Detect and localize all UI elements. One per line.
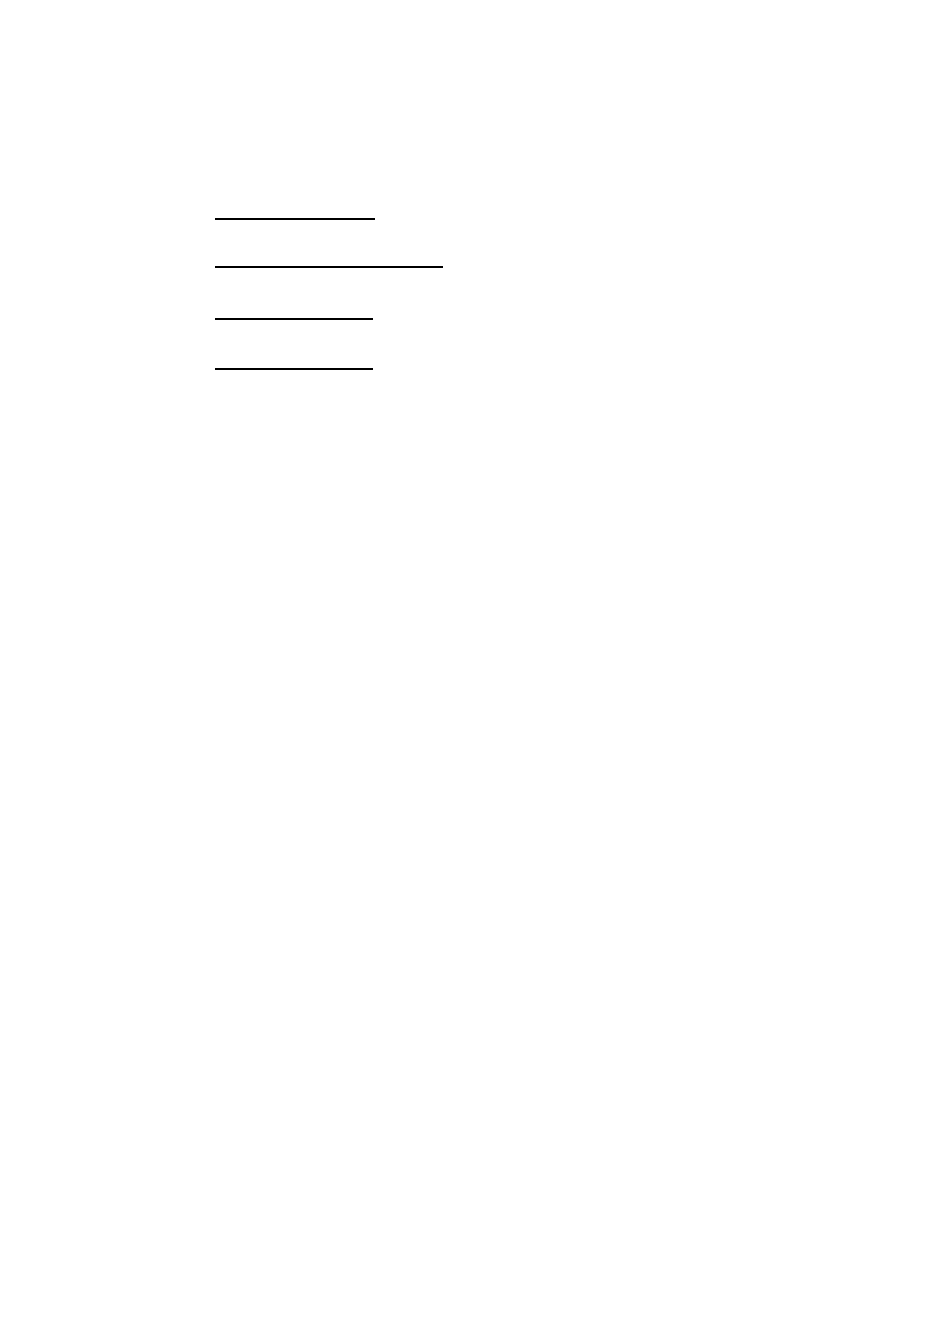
student-id-blank: [215, 278, 373, 320]
name-blank: [215, 328, 373, 370]
major-value: [215, 228, 443, 268]
info-student-id: [215, 278, 373, 324]
info-name: [215, 328, 373, 374]
info-study-center: [215, 178, 375, 224]
study-center-blank: [215, 178, 375, 220]
info-major: [215, 228, 443, 274]
